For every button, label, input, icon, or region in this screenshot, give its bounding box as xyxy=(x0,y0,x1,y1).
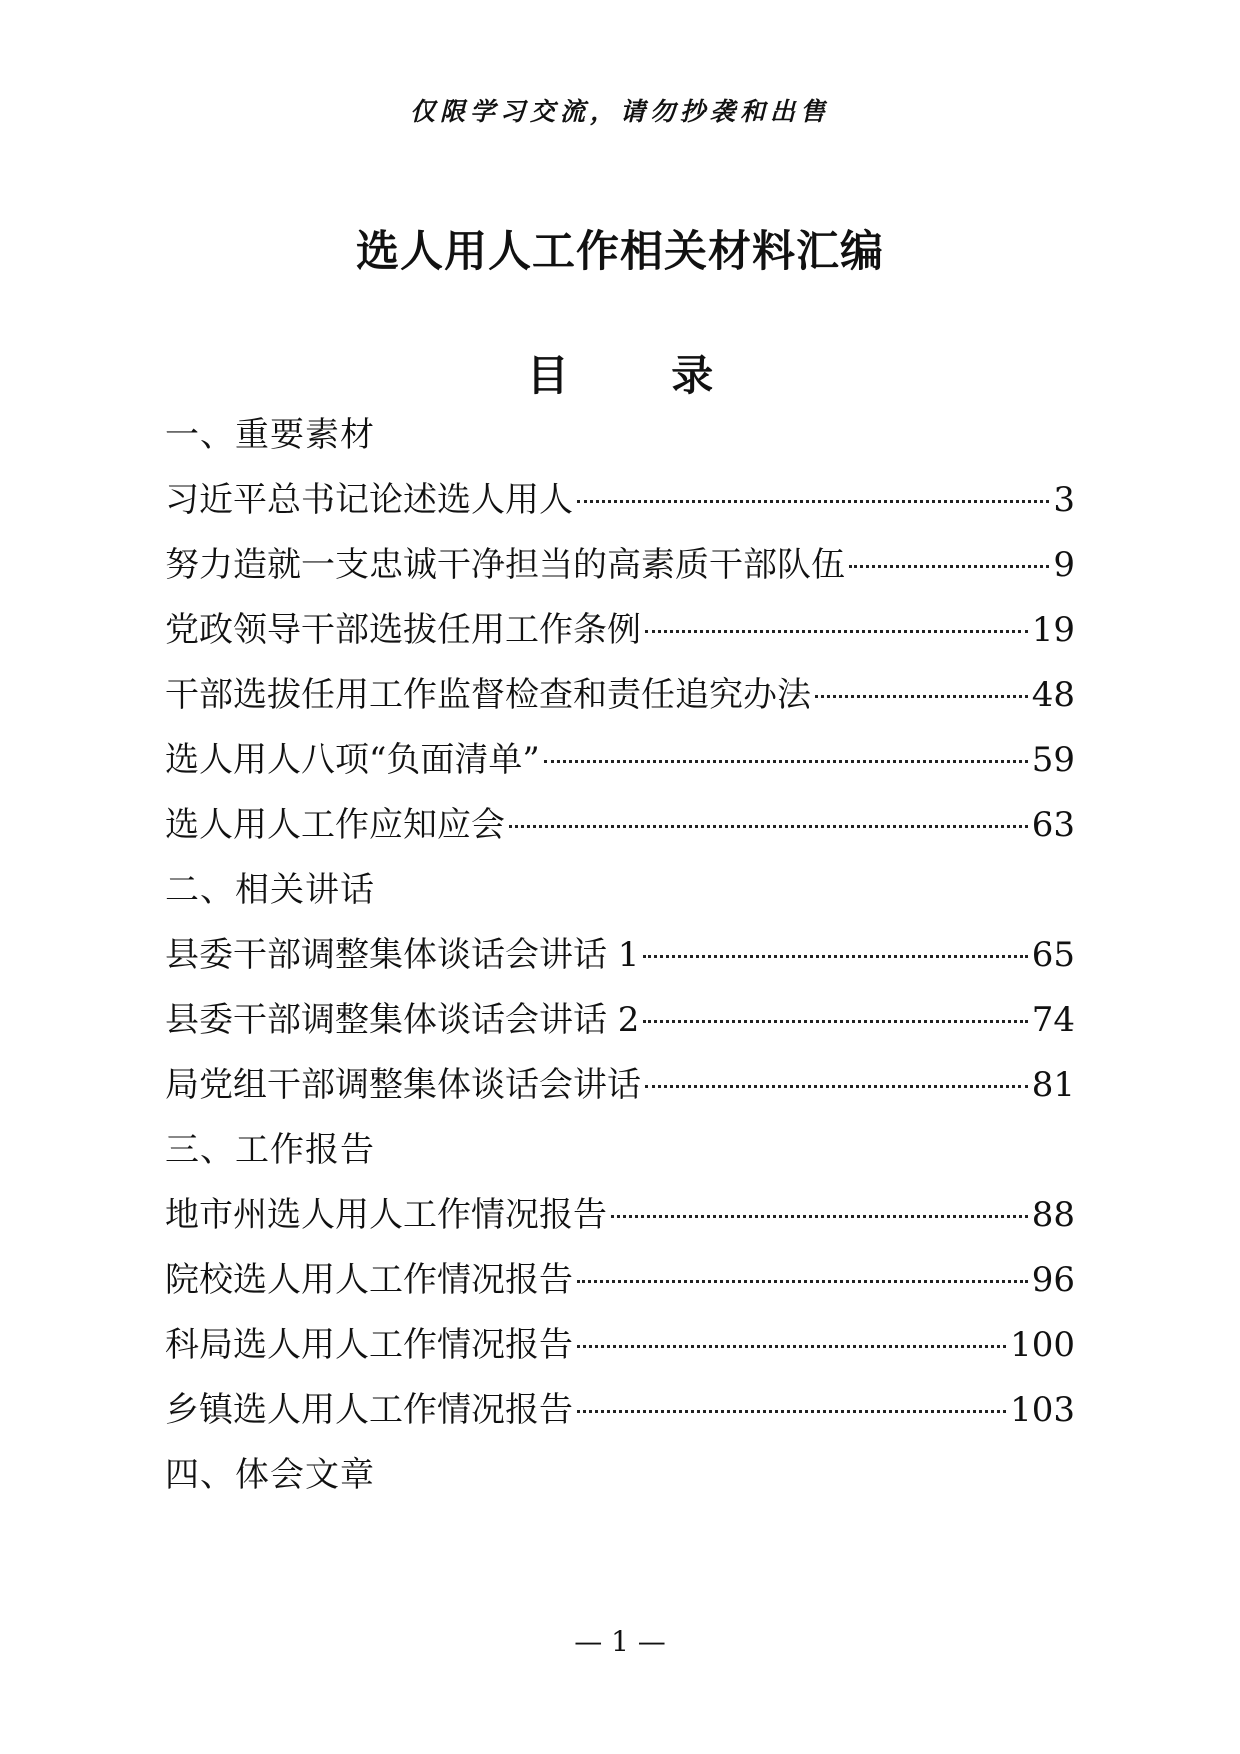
toc-dot-leader xyxy=(577,1280,1028,1283)
toc-dot-leader xyxy=(577,500,1049,503)
toc-page-number: 48 xyxy=(1031,675,1075,715)
toc-entry[interactable] xyxy=(165,793,1075,858)
toc-entry-title: 局党组干部调整集体谈话会讲话 xyxy=(165,1065,641,1105)
toc-dot-leader xyxy=(849,565,1049,568)
toc-dot-leader xyxy=(577,1410,1006,1413)
toc-entry-title: 院校选人用人工作情况报告 xyxy=(165,1260,573,1300)
document-title: 选人用人工作相关材料汇编 xyxy=(356,227,884,277)
toc-dot-leader xyxy=(815,695,1028,698)
toc-entry[interactable] xyxy=(165,1053,1075,1118)
toc-page-number: 63 xyxy=(1031,805,1075,845)
toc-entry-title: 选人用人工作应知应会 xyxy=(165,805,505,845)
toc-entry[interactable] xyxy=(165,663,1075,728)
toc-entry-title: 选人用人八项“负面清单” xyxy=(165,740,540,780)
toc-entry-title: 地市州选人用人工作情况报告 xyxy=(165,1195,607,1235)
toc-page-number: 103 xyxy=(1010,1390,1075,1430)
toc-page-number: 100 xyxy=(1010,1325,1075,1365)
toc-entry-title: 科局选人用人工作情况报告 xyxy=(165,1325,573,1365)
toc-entry-title: 习近平总书记论述选人用人 xyxy=(165,480,573,520)
toc-entry[interactable] xyxy=(165,1378,1075,1443)
toc-page-number: 3 xyxy=(1053,480,1075,520)
toc-entry-title: 干部选拔任用工作监督检查和责任追究办法 xyxy=(165,675,811,715)
toc-entry[interactable] xyxy=(165,988,1075,1053)
toc-dot-leader xyxy=(645,630,1028,633)
toc-entry[interactable] xyxy=(165,728,1075,793)
toc-entry-title: 乡镇选人用人工作情况报告 xyxy=(165,1390,573,1430)
toc-entry[interactable] xyxy=(165,1313,1075,1378)
toc-dot-leader xyxy=(643,1020,1027,1023)
toc-entry-title: 县委干部调整集体谈话会讲话 1 xyxy=(165,935,640,975)
toc-page-number: 65 xyxy=(1031,935,1075,975)
toc-entry[interactable] xyxy=(165,468,1075,533)
toc-dot-leader xyxy=(645,1085,1028,1088)
toc-dot-leader xyxy=(611,1215,1028,1218)
toc-section-heading xyxy=(165,858,1075,923)
toc-page-number: 19 xyxy=(1031,610,1075,650)
toc-page-number: 74 xyxy=(1031,1000,1075,1040)
toc-page-number: 88 xyxy=(1031,1195,1075,1235)
toc-heading: 目 录 xyxy=(526,351,758,400)
toc-page-number: 96 xyxy=(1031,1260,1075,1300)
toc-dot-leader xyxy=(509,825,1028,828)
toc-section-title: 一、重要素材 xyxy=(165,415,375,455)
toc-entry[interactable] xyxy=(165,598,1075,663)
toc-section-title: 三、工作报告 xyxy=(165,1130,375,1170)
toc-entry[interactable] xyxy=(165,1248,1075,1313)
toc-entry[interactable] xyxy=(165,533,1075,598)
toc-entry[interactable] xyxy=(165,1183,1075,1248)
toc-page-number: 9 xyxy=(1053,545,1075,585)
toc-section-title: 四、体会文章 xyxy=(165,1455,375,1495)
toc-page-number: 81 xyxy=(1031,1065,1075,1105)
toc-dot-leader xyxy=(643,955,1027,958)
toc-section-title: 二、相关讲话 xyxy=(165,870,375,910)
page-number: — 1 — xyxy=(574,1625,666,1658)
toc-section-heading xyxy=(165,1443,1075,1508)
table-of-contents xyxy=(165,403,1075,1508)
toc-entry-title: 努力造就一支忠诚干净担当的高素质干部队伍 xyxy=(165,545,845,585)
toc-entry-title: 县委干部调整集体谈话会讲话 2 xyxy=(165,1000,640,1040)
header-note: 仅限学习交流，请勿抄袭和出售 xyxy=(409,97,830,126)
toc-entry-title: 党政领导干部选拔任用工作条例 xyxy=(165,610,641,650)
toc-page-number: 59 xyxy=(1031,740,1075,780)
toc-dot-leader xyxy=(577,1345,1006,1348)
toc-section-heading xyxy=(165,1118,1075,1183)
toc-entry[interactable] xyxy=(165,923,1075,988)
toc-dot-leader xyxy=(544,760,1028,763)
toc-section-heading xyxy=(165,403,1075,468)
